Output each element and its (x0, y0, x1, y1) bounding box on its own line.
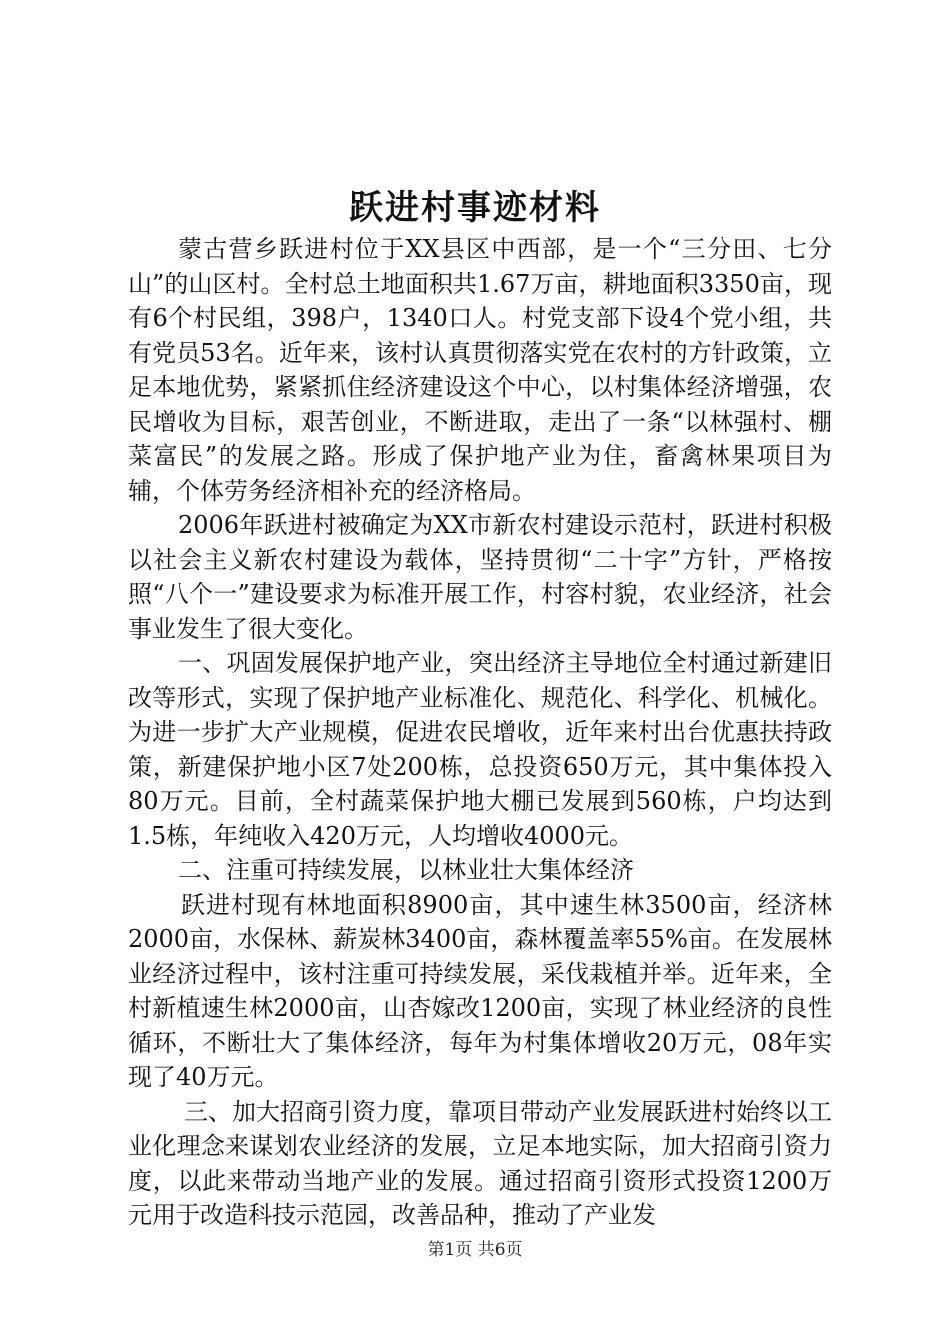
paragraph-intro: 蒙古营乡跃进村位于XX县区中西部，是一个“三分田、七分山”的山区村。全村总土地面积共1.67万亩，耕地面积3350亩，现有6个村民组，398户，1340口人。村党支部下设4个党小组，共有党员53名。近年来，该村认真贯彻落实党在农村的方针政策，立足本地优势，紧紧抓住经济建设这个中心，以村集体经济增强，农民增收为目标，艰苦创业，不断进取，走出了一条“以林强村、棚菜富民”的发展之路。形成了保护地产业为住，畜禽林果项目为辅，个体劳务经济相补充的经济格局。 (128, 235, 832, 505)
paragraph-section-one: 一、巩固发展保护地产业，突出经济主导地位全村通过新建旧改等形式，实现了保护地产业标准化、规范化、科学化、机械化。为进一步扩大产业规模，促进农民增收，近年来村出台优惠扶持政策，新建保护地小区7处200栋，总投资650万元，其中集体投入80万元。目前，全村蔬菜保护地大棚已发展到560栋，户均达到1.5栋，年纯收入420万元，人均增收4000元。 (128, 649, 832, 850)
paragraph-demonstration-village: 2006年跃进村被确定为XX市新农村建设示范村，跃进村积极以社会主义新农村建设为载体，坚持贯彻“二十字”方针，严格按照“八个一”建设要求为标准开展工作，村容村貌，农业经济，社会事业发生了很大变化。 (128, 511, 832, 643)
section-two-heading: 二、注重可持续发展，以林业壮大集体经济 (178, 856, 634, 884)
document-title: 跃进村事迹材料 (349, 188, 601, 228)
paragraph-section-three: 三、加大招商引资力度，靠项目带动产业发展跃进村始终以工业化理念来谋划农业经济的发展，立足本地实际，加大招商引资力度，以此来带动当地产业的发展。通过招商引资形式投资1200万元用于改造科技示范园，改善品种，推动了产业发 (128, 1097, 832, 1229)
page-footer: 第1页 共6页 (427, 1240, 523, 1260)
document-body (128, 232, 832, 1233)
paragraph-forestry: 跃进村现有林地面积8900亩，其中速生林3500亩，经济林2000亩，水保林、薪炭林3400亩，森林覆盖率55%亩。在发展林业经济过程中，该村注重可持续发展，采伐栽植并举。近年来，全村新植速生林2000亩，山杏嫁改1200亩，实现了林业经济的良性循环，不断壮大了集体经济，每年为村集体增收20万元，08年实现了40万元。 (128, 890, 832, 1091)
